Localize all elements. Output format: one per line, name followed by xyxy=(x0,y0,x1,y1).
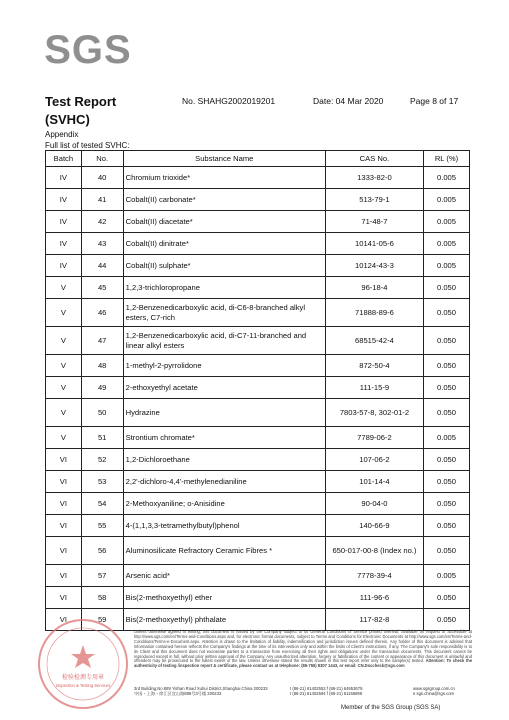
disclaimer-text: Unless otherwise agreed in writing, this document is issued by the Company subject to its General Conditions of Service printed overleaf, available on request or accessible at http://www.sgs.com/en/Terms-and-Conditions.aspx and, for electronic format documents, subject to Terms and Conditions for Electronic Documents at http://www.sgs.com/en/Terms-and-Conditions/Terms-e-Document.aspx. Attention is drawn to the limitation of liability, indemnification and jurisdiction issues defined therein. Any holder of this document is advised that information contained hereon reflects the Company's findings at the time of its intervention only and within the limits of Client's instructions, if any. The Company's sole responsibility is to its Client and this document does not exonerate parties to a transaction from exercising all their rights and obligations under the transaction documents. This document cannot be reproduced except in full, without prior written approval of the Company. Any unauthorized alteration, forgery or falsification of the content or appearance of this document is unlawful and offenders may be prosecuted to the fullest extent of the law. Unless otherwise stated the results shown in this test report refer only to the sample(s) tested. xyxy=(134,629,472,664)
cell-rl: 0.050 xyxy=(423,377,469,399)
table-row xyxy=(46,255,470,277)
cell-batch: IV xyxy=(46,233,82,255)
authenticity-notice: Attention: To check the authenticity of testing /inspection report & certificate, please contact us at telephone: (86-755) 8307 1443, or email: CN.Doccheck@sgs.com xyxy=(134,658,472,669)
phone-cn: t (86-21) 61402594 f (86-21) 61156899 xyxy=(290,691,363,697)
web-en: www.sgsgroup.com.cn xyxy=(413,686,455,691)
cell-no: 45 xyxy=(81,277,123,299)
cell-no: 41 xyxy=(81,189,123,211)
cell-rl: 0.005 xyxy=(423,189,469,211)
cell-no: 50 xyxy=(81,399,123,427)
cell-substance: Bis(2-methoxyethyl) ether xyxy=(123,587,325,609)
phone-block xyxy=(290,686,362,697)
cell-batch: V xyxy=(46,327,82,355)
phone-en: t (86-21) 61402553 f (86-21) 64953679 xyxy=(290,686,363,691)
table-row xyxy=(46,327,470,355)
table-row xyxy=(46,515,470,537)
cell-no: 58 xyxy=(81,587,123,609)
cell-batch: IV xyxy=(46,255,82,277)
svhc-table xyxy=(45,150,470,631)
header-substance: Substance Name xyxy=(123,151,325,167)
cell-batch: VI xyxy=(46,609,82,631)
cell-rl: 0.050 xyxy=(423,471,469,493)
cell-cas: 71888-89-6 xyxy=(325,299,423,327)
cell-batch: IV xyxy=(46,167,82,189)
cell-batch: IV xyxy=(46,211,82,233)
cell-no: 44 xyxy=(81,255,123,277)
table-row xyxy=(46,355,470,377)
cell-no: 57 xyxy=(81,565,123,587)
cell-cas: 117-82-8 xyxy=(325,609,423,631)
header-batch: Batch xyxy=(46,151,82,167)
report-subtitle: (SVHC) xyxy=(45,112,90,127)
cell-cas: 7778-39-4 xyxy=(325,565,423,587)
cell-no: 48 xyxy=(81,355,123,377)
cell-batch: VI xyxy=(46,493,82,515)
table-row xyxy=(46,493,470,515)
web-block xyxy=(413,686,455,697)
cell-no: 54 xyxy=(81,493,123,515)
cell-no: 43 xyxy=(81,233,123,255)
cell-batch: V xyxy=(46,277,82,299)
cell-batch: IV xyxy=(46,189,82,211)
table-row xyxy=(46,427,470,449)
cell-substance: 1,2,3-trichloropropane xyxy=(123,277,325,299)
cell-cas: 10124-43-3 xyxy=(325,255,423,277)
list-title: Full list of tested SVHC: xyxy=(45,141,130,150)
cell-rl: 0.050 xyxy=(423,515,469,537)
cell-rl: 0.005 xyxy=(423,427,469,449)
table-row xyxy=(46,587,470,609)
cell-cas: 96-18-4 xyxy=(325,277,423,299)
cell-no: 40 xyxy=(81,167,123,189)
sgs-logo xyxy=(42,22,134,70)
cell-rl: 0.005 xyxy=(423,211,469,233)
cell-batch: VI xyxy=(46,515,82,537)
inspection-stamp xyxy=(36,617,130,711)
stamp-center-cn: 检验检测专用章 xyxy=(61,674,105,681)
cell-batch: VI xyxy=(46,565,82,587)
cell-rl: 0.005 xyxy=(423,167,469,189)
table-row xyxy=(46,471,470,493)
cell-rl: 0.050 xyxy=(423,299,469,327)
cell-batch: V xyxy=(46,377,82,399)
cell-substance: Cobalt(II) carbonate* xyxy=(123,189,325,211)
cell-no: 55 xyxy=(81,515,123,537)
cell-cas: 650-017-00-8 (Index no.) xyxy=(325,537,423,565)
cell-cas: 872-50-4 xyxy=(325,355,423,377)
cell-no: 47 xyxy=(81,327,123,355)
cell-cas: 107-06-2 xyxy=(325,449,423,471)
cell-batch: V xyxy=(46,399,82,427)
cell-substance: Hydrazine xyxy=(123,399,325,427)
address-block xyxy=(134,686,268,697)
sgs-logo-text: SGS xyxy=(44,28,132,72)
cell-substance: 1,2-Benzenedicarboxylic acid, di-C7-11-branched and linear alkyl esters xyxy=(123,327,325,355)
header-cas: CAS No. xyxy=(325,151,423,167)
cell-substance: Strontium chromate* xyxy=(123,427,325,449)
legal-disclaimer xyxy=(134,630,472,669)
cell-batch: V xyxy=(46,299,82,327)
address-en: 3rd Building,No.889 Yishan Road Xuhui District,Shanghai China 200233 xyxy=(134,686,268,691)
cell-cas: 111-15-9 xyxy=(325,377,423,399)
cell-cas: 1333-82-0 xyxy=(325,167,423,189)
table-row xyxy=(46,167,470,189)
table-row xyxy=(46,399,470,427)
cell-substance: 2,2'-dichloro-4,4'-methylenedianiline xyxy=(123,471,325,493)
table-row xyxy=(46,233,470,255)
table-header-row xyxy=(46,151,470,167)
cell-cas: 7789-06-2 xyxy=(325,427,423,449)
member-statement: Member of the SGS Group (SGS SA) xyxy=(341,705,441,711)
cell-substance: Aluminosilicate Refractory Ceramic Fibres * xyxy=(123,537,325,565)
cell-batch: V xyxy=(46,355,82,377)
cell-no: 53 xyxy=(81,471,123,493)
page-number: Page 8 of 17 xyxy=(410,96,459,106)
cell-substance: 2-Methoxyaniline; o-Anisidine xyxy=(123,493,325,515)
cell-substance: 4-(1,1,3,3-tetramethylbutyl)phenol xyxy=(123,515,325,537)
table-row xyxy=(46,211,470,233)
cell-cas: 513-79-1 xyxy=(325,189,423,211)
cell-cas: 68515-42-4 xyxy=(325,327,423,355)
stamp-center-en: Inspection & Testing Services xyxy=(55,683,111,688)
cell-rl: 0.005 xyxy=(423,255,469,277)
cell-substance: Bis(2-methoxyethyl) phthalate xyxy=(123,609,325,631)
cell-substance: Chromium trioxide* xyxy=(123,167,325,189)
address-cn: 中国・上海・徐汇区宜山路889号3号楼 200233 xyxy=(134,691,222,697)
cell-rl: 0.050 xyxy=(423,327,469,355)
cell-no: 56 xyxy=(81,537,123,565)
header-rl: RL (%) xyxy=(423,151,469,167)
cell-cas: 111-96-6 xyxy=(325,587,423,609)
cell-rl: 0.050 xyxy=(423,355,469,377)
cell-no: 51 xyxy=(81,427,123,449)
cell-rl: 0.005 xyxy=(423,233,469,255)
cell-substance: Cobalt(II) diacetate* xyxy=(123,211,325,233)
cell-substance: Arsenic acid* xyxy=(123,565,325,587)
report-title: Test Report xyxy=(45,94,117,109)
table-row xyxy=(46,377,470,399)
cell-rl: 0.050 xyxy=(423,493,469,515)
cell-cas: 10141-05-6 xyxy=(325,233,423,255)
table-row xyxy=(46,565,470,587)
report-date: Date: 04 Mar 2020 xyxy=(313,96,384,106)
cell-substance: Cobalt(II) sulphate* xyxy=(123,255,325,277)
cell-no: 46 xyxy=(81,299,123,327)
cell-rl: 0.050 xyxy=(423,537,469,565)
cell-no: 59 xyxy=(81,609,123,631)
report-number: No. SHAHG2002019201 xyxy=(182,96,276,106)
appendix-label: Appendix xyxy=(45,130,79,139)
cell-rl: 0.005 xyxy=(423,565,469,587)
cell-substance: 2-ethoxyethyl acetate xyxy=(123,377,325,399)
cell-batch: VI xyxy=(46,449,82,471)
cell-batch: VI xyxy=(46,587,82,609)
cell-rl: 0.050 xyxy=(423,399,469,427)
header-no: No. xyxy=(81,151,123,167)
cell-cas: 140-66-9 xyxy=(325,515,423,537)
cell-cas: 7803-57-8, 302-01-2 xyxy=(325,399,423,427)
table-row xyxy=(46,189,470,211)
cell-substance: 1,2-Benzenedicarboxylic acid, di-C6-8-branched alkyl esters, C7-rich xyxy=(123,299,325,327)
cell-batch: V xyxy=(46,427,82,449)
cell-cas: 101-14-4 xyxy=(325,471,423,493)
email-cn: e sgs.china@sgs.com xyxy=(413,691,455,697)
cell-cas: 71-48-7 xyxy=(325,211,423,233)
cell-substance: 1,2-Dichloroethane xyxy=(123,449,325,471)
table-row xyxy=(46,449,470,471)
cell-no: 42 xyxy=(81,211,123,233)
table-row xyxy=(46,277,470,299)
cell-substance: Cobalt(II) dinitrate* xyxy=(123,233,325,255)
cell-batch: VI xyxy=(46,537,82,565)
table-row xyxy=(46,299,470,327)
cell-batch: VI xyxy=(46,471,82,493)
cell-no: 52 xyxy=(81,449,123,471)
cell-rl: 0.050 xyxy=(423,587,469,609)
cell-rl: 0.050 xyxy=(423,277,469,299)
cell-rl: 0.050 xyxy=(423,449,469,471)
cell-substance: 1-methyl-2-pyrrolidone xyxy=(123,355,325,377)
cell-no: 49 xyxy=(81,377,123,399)
cell-rl: 0.050 xyxy=(423,609,469,631)
table-row xyxy=(46,537,470,565)
cell-cas: 90-04-0 xyxy=(325,493,423,515)
